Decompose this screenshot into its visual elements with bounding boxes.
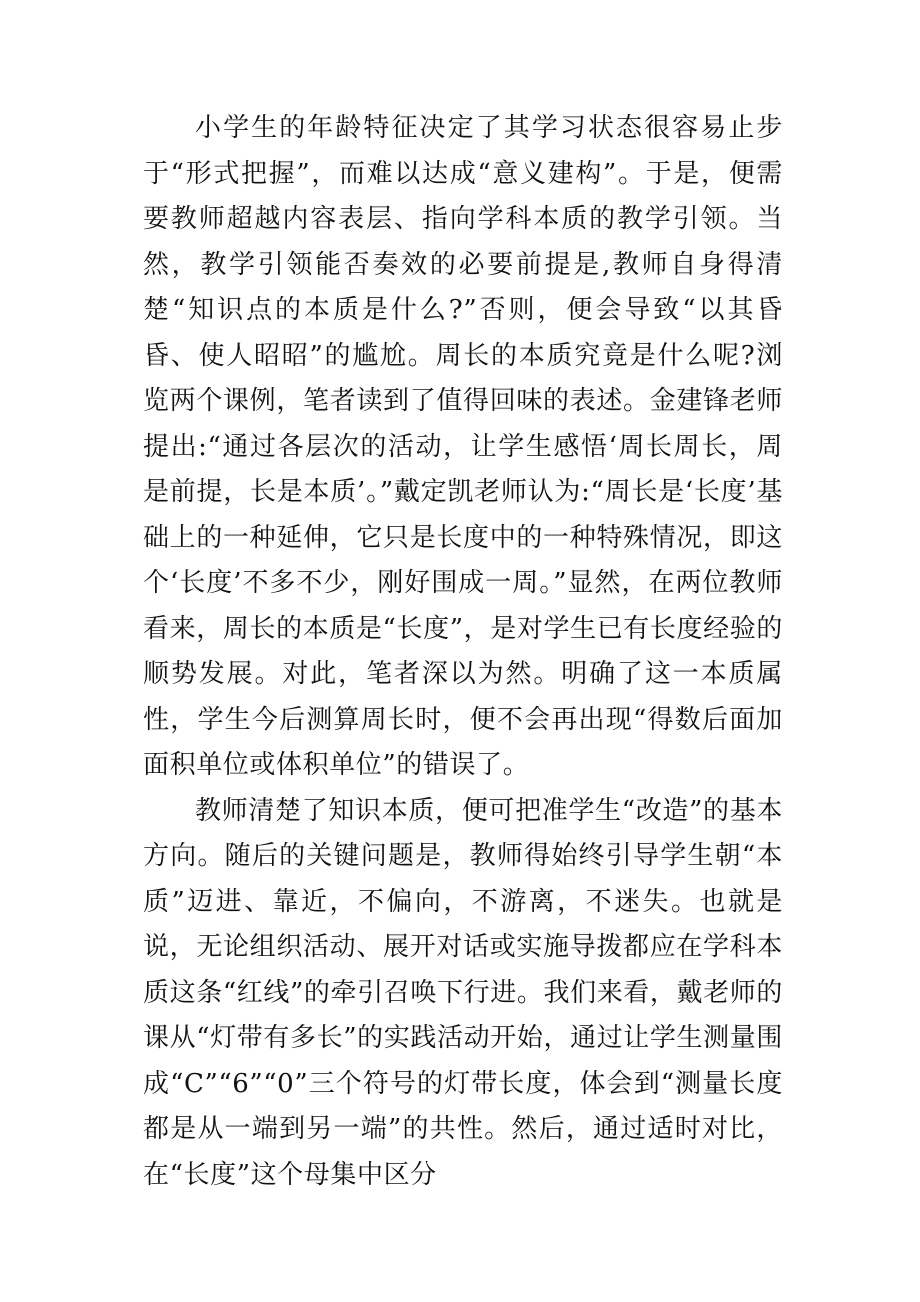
paragraph-2: 教师清楚了知识本质，便可把准学生“改造”的基本方向。随后的关键问题是，教师得始终引导学生朝“本质”迈进、靠近，不偏向，不游离，不迷失。也就是说，无论组织活动、展开对话或实施导拨都应在学科本质这条“红线”的牵引召唤下行进。我们来看，戴老师的课从“灯带有多长”的实践活动开始，通过让学生测量围成“C”“6”“0”三个符号的灯带长度，体会到“测量长度都是从一端到另一端”的共性。然后，通过适时对比，在“长度”这个母集中区分: [143, 795, 783, 1190]
paragraph-1: 小学生的年龄特征决定了其学习状态很容易止步于“形式把握”，而难以达成“意义建构”。于是，便需要教师超越内容表层、指向学科本质的教学引领。当然，教学引领能否奏效的必要前提是,教师自身得清楚“知识点的本质是什么?”否则，便会导致“以其昏昏、使人昭昭”的尴尬。周长的本质究竟是什么呢?浏览两个课例，笔者读到了值得回味的表述。金建锋老师提出:“通过各层次的活动，让学生感悟‘周长周长，周是前提，长是本质’。”戴定凯老师认为:“周长是‘长度’基础上的一种延伸，它只是长度中的一种特殊情况，即这个‘长度’不多不少，刚好围成一周。”显然，在两位教师看来，周长的本质是“长度”，是对学生已有长度经验的顺势发展。对此，笔者深以为然。明确了这一本质属性，学生今后测算周长时，便不会再出现“得数后面加面积单位或体积单位”的错误了。: [143, 113, 783, 780]
document-page: [143, 106, 783, 1198]
